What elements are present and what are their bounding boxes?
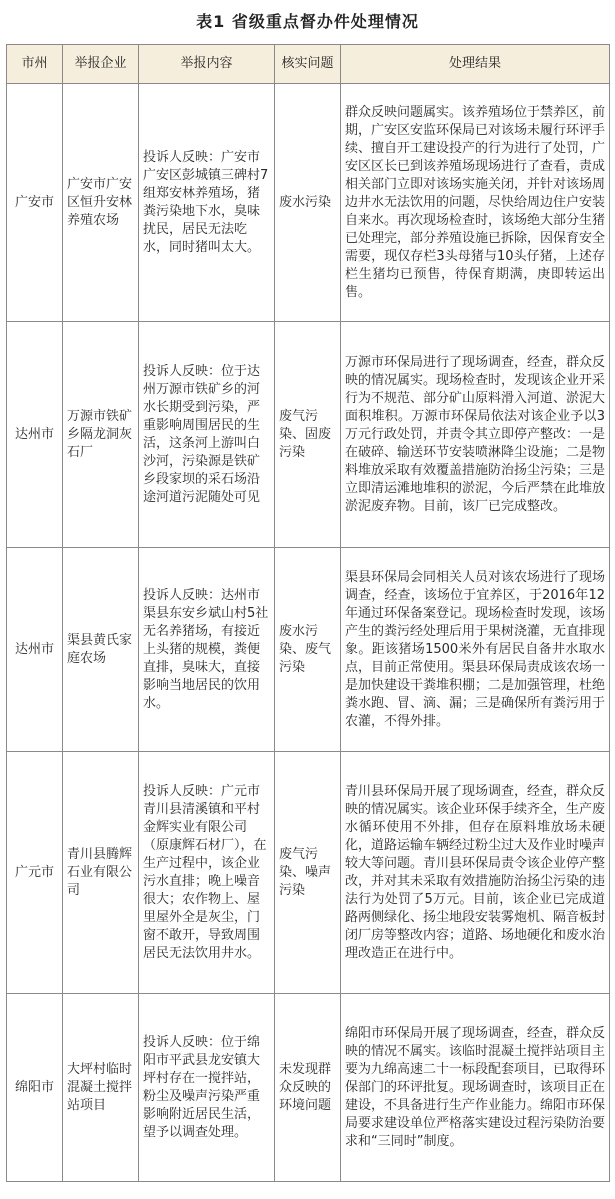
header-content: 举报内容 <box>139 45 275 84</box>
cell-city: 绵阳市 <box>7 994 63 1182</box>
cell-result: 渠县环保局会同相关人员对该农场进行了现场调查，经查，该场位于宜养区，于2016年12年通过环保备案登记。现场检查时发现，该场产生的粪污经处理后用于果树浇灌，无直排现象。距该猪场1500米外有居民自备井水取水点，目前正常使用。渠县环保局责成该农场一是加快建设干粪堆积棚；二是加强管理，杜绝粪水跑、冒、滴、漏；三是确保所有粪污用于农灌，不得外排。 <box>341 548 610 752</box>
cell-company: 渠县黄氏家庭农场 <box>63 548 139 752</box>
header-result: 处理结果 <box>341 45 610 84</box>
table-row <box>7 994 610 1182</box>
cell-content: 投诉人反映：位于达州万源市铁矿乡的河水长期受到污染，严重影响周围居民的生活，这条河上游叫白沙河，污染源是铁矿乡段家坝的采石场沿途河道污泥随处可见 <box>139 322 275 548</box>
cell-company: 广安市广安区恒升安林养殖农场 <box>63 84 139 322</box>
cell-issue: 废水污染 <box>275 84 341 322</box>
cell-result: 群众反映问题属实。该养殖场位于禁养区，前期，广安区安监环保局已对该场未履行环评手续、擅自开工建设投产的行为进行了处罚，广安区区长已到该养殖场现场进行了查看，责成相关部门立即对该场实施关闭，并针对该场周边井水无法饮用的问题，尽快给周边住户安装自来水。再次现场检查时，该场绝大部分生猪已处理完，部分养殖设施已拆除，因保育安全需要，现仅存栏3头母猪与10头仔猪，上述存栏生猪均已预售，待保育期满，庚即转运出售。 <box>341 84 610 322</box>
cell-company: 青川县腾辉石业有限公司 <box>63 752 139 994</box>
cell-content: 投诉人反映：广元市青川县清溪镇和平村金辉实业有限公司（原康辉石材厂），在生产过程中，该企业污水直排；晚上噪音很大；农作物上、屋里屋外全是灰尘，门窗不敢开，导致周围居民无法饮用井水。 <box>139 752 275 994</box>
table-row <box>7 752 610 994</box>
table-row <box>7 548 610 752</box>
cell-result: 绵阳市环保局开展了现场调查，经查，群众反映的情况不属实。该临时混凝土搅拌站项目主要为九绵高速二十一标段配套项目，已取得环保部门的环评批复。现场调查时，该项目正在建设，不具备进行生产作业能力。绵阳市环保局要求建设单位严格落实建设过程污染防治要求和“三同时”制度。 <box>341 994 610 1182</box>
cell-company: 大坪村临时混凝土搅拌站项目 <box>63 994 139 1182</box>
header-company: 举报企业 <box>63 45 139 84</box>
cell-city: 达州市 <box>7 322 63 548</box>
cell-content: 投诉人反映：达州市渠县东安乡斌山村5社无名养猪场，有接近上头猪的规模，粪便直排，臭味大，直接影响当地居民的饮用水。 <box>139 548 275 752</box>
cell-issue: 未发现群众反映的环境问题 <box>275 994 341 1182</box>
cell-city: 广元市 <box>7 752 63 994</box>
cell-issue: 废气污染、噪声污染 <box>275 752 341 994</box>
cell-result: 万源市环保局进行了现场调查，经查，群众反映的情况属实。现场检查时，发现该企业开采行为不规范、部分矿山原料滑入河道、淤泥大面积堆积。万源市环保局依法对该企业予以3万元行政处罚，并责令其立即停产整改：一是在破碎、输送环节安装喷淋降尘设施；二是物料堆放采取有效覆盖措施防治扬尘污染；三是立即清运滩地堆积的淤泥，今后严禁在此堆放淤泥废弃物。目前，该厂已完成整改。 <box>341 322 610 548</box>
cell-result: 青川县环保局开展了现场调查，经查，群众反映的情况属实。该企业环保手续齐全，生产废水循环使用不外排，但存在原料堆放场未硬化，道路运输车辆经过粉尘过大及作业时噪声较大等问题。青川县环保局责令该企业停产整改，并对其未采取有效措施防治扬尘污染的违法行为处罚了5万元。目前，该企业已完成道路两侧绿化、扬尘地段安装雾炮机、隔音板封闭厂房等整改内容；道路、场地硬化和废水治理改造正在进行中。 <box>341 752 610 994</box>
header-row <box>7 45 610 84</box>
table-title: 表1 省级重点督办件处理情况 <box>196 12 419 31</box>
table-row <box>7 322 610 548</box>
cell-company: 万源市铁矿乡隔龙洞灰石厂 <box>63 322 139 548</box>
cell-content: 投诉人反映：位于绵阳市平武县龙安镇大坪村存在一搅拌站，粉尘及噪声污染严重影响附近居民生活，望予以调查处理。 <box>139 994 275 1182</box>
supervision-table <box>6 44 610 1182</box>
cell-city: 广安市 <box>7 84 63 322</box>
cell-issue: 废水污染、废气污染 <box>275 548 341 752</box>
cell-issue: 废气污染、固废污染 <box>275 322 341 548</box>
header-city: 市州 <box>7 45 63 84</box>
header-issue: 核实问题 <box>275 45 341 84</box>
cell-city: 达州市 <box>7 548 63 752</box>
cell-content: 投诉人反映：广安市广安区彭城镇三碑村7组郑安林养殖场，猪粪污染地下水，臭味扰民，居民无法吃水，同时猪叫太大。 <box>139 84 275 322</box>
table-row <box>7 84 610 322</box>
